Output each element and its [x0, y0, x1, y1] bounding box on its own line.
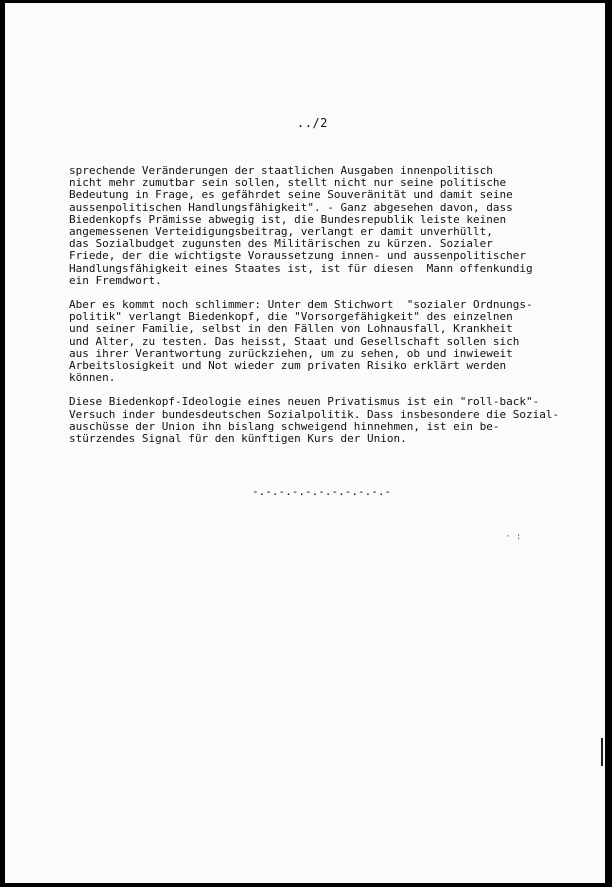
text-line: das Sozialbudget zugunsten des Militärischen zu kürzen. Sozialer [69, 237, 493, 251]
scan-border-left [0, 0, 5, 887]
scan-border-right [605, 0, 612, 887]
text-line: Versuch inder bundesdeutschen Sozialpolitik. Dass insbesondere die Sozial- [69, 407, 560, 421]
paragraph-3 [69, 396, 599, 445]
text-line: Arbeitslosigkeit und Not wieder zum privaten Risiko erklärt werden [69, 359, 507, 373]
paragraph-2 [69, 299, 599, 384]
text-line: auschüsse der Union ihn bislang schweigend hinnehmen, ist ein be- [69, 419, 500, 433]
scan-edge-mark [601, 738, 603, 766]
text-line: nicht mehr zumutbar sein sollen, stellt nicht nur seine politische [69, 176, 507, 190]
text-line: sprechende Veränderungen der staatlichen Ausgaben innenpolitisch [69, 164, 493, 177]
text-line: Handlungsfähigkeit eines Staates ist, ist für diesen Mann offenkundig [69, 261, 533, 275]
text-line: ein Fremdwort. [69, 273, 162, 287]
paragraph-1 [69, 165, 599, 287]
text-line: Bedeutung in Frage, es gefährdet seine Souveränität und damit seine [69, 188, 513, 202]
scan-border-top [0, 0, 612, 3]
scan-speck: · : [505, 532, 522, 542]
text-line: können. [69, 371, 116, 385]
scan-border-bottom [0, 883, 612, 887]
page-number: ../2 [297, 116, 328, 130]
text-line: und seiner Familie, selbst in den Fällen von Lohnausfall, Krankheit [69, 322, 513, 336]
text-line: Aber es kommt noch schlimmer: Unter dem Stichwort "sozialer Ordnungs- [69, 298, 533, 312]
text-line: stürzendes Signal für den künftigen Kurs der Union. [69, 432, 407, 446]
text-line: Diese Biedenkopf-Ideologie eines neuen Privatismus ist ein "roll-back"- [69, 395, 540, 409]
text-line: politik" verlangt Biedenkopf, die "Vorsorgefähigkeit" des einzelnen [69, 310, 513, 324]
text-line: Friede, der die wichtigste Voraussetzung innen- und aussenpolitischer [69, 249, 526, 263]
text-line: angemessenen Verteidigungsbeitrag, verlangt er damit unverhüllt, [69, 225, 493, 239]
section-separator: -.-.-.-.-.-.-.-.-.-.- [252, 485, 392, 498]
body-text [69, 165, 599, 457]
text-line: und Alter, zu testen. Das heisst, Staat und Gesellschaft sollen sich [69, 334, 520, 348]
text-line: aussenpolitischen Handlungsfähigkeit". - Ganz abgesehen davon, dass [69, 200, 513, 214]
text-line: Biedenkopfs Prämisse abwegig ist, die Bundesrepublik leiste keinen [69, 212, 507, 226]
text-line: aus ihrer Verantwortung zurückziehen, um zu sehen, ob und inwieweit [69, 346, 513, 360]
